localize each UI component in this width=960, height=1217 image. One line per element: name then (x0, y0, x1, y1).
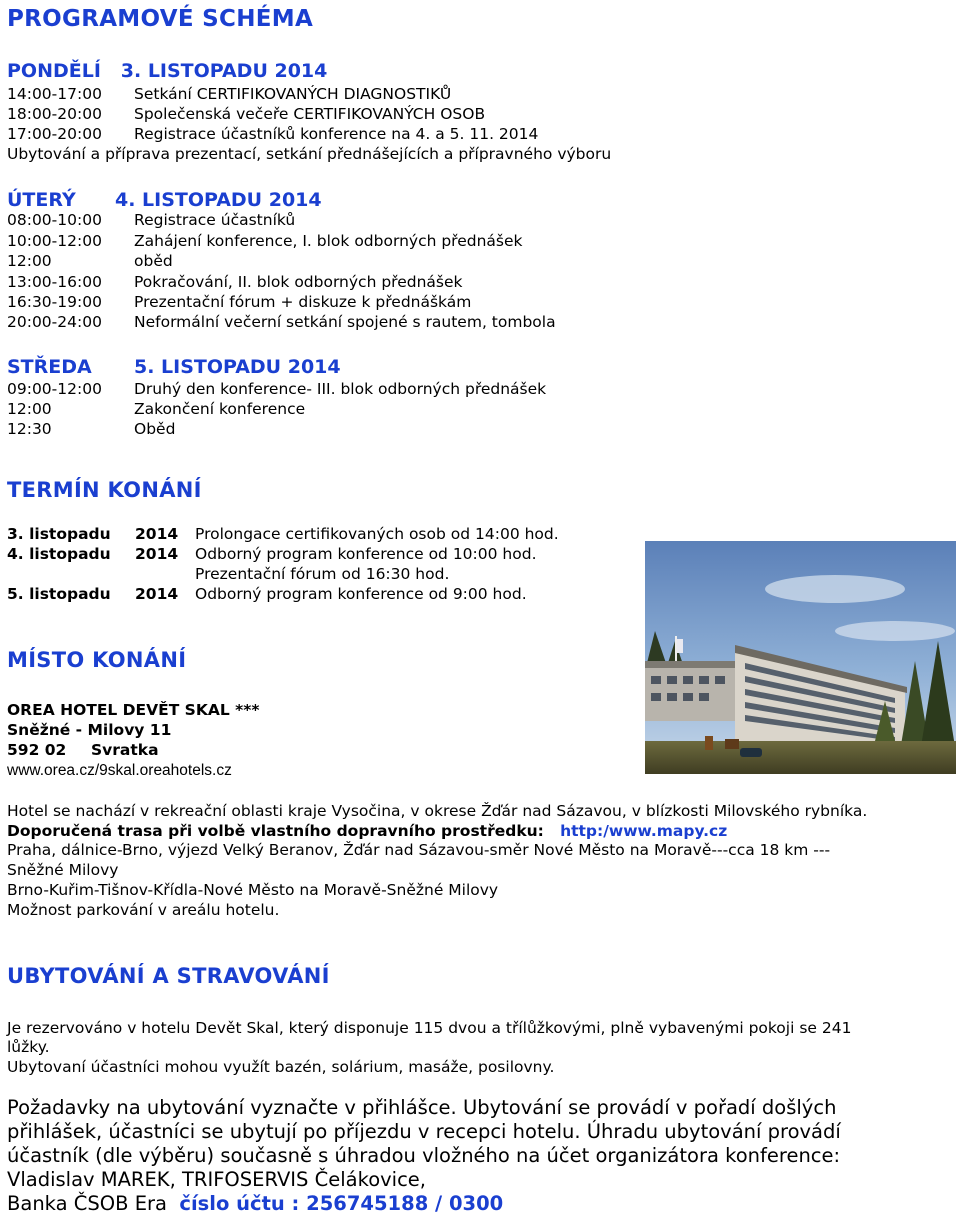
city: Svratka (91, 741, 159, 759)
bank-line (7, 1192, 957, 1217)
schedule-row: 09:00-12:00 Druhý den konference- III. blok odborných přednášek (7, 380, 547, 398)
route-label: Doporučená trasa při volbě vlastního dopravního prostředku: http:/www.mapy.cz (7, 822, 728, 840)
route-line: Sněžné Milovy (7, 861, 119, 879)
schedule-row: 12:00 oběd (7, 252, 173, 270)
schedule-row: 14:00-17:00 Setkání CERTIFIKOVANÝCH DIAGNOSTIKŮ (7, 85, 452, 103)
day-heading-monday (7, 60, 327, 82)
schedule-row: 18:00-20:00 Společenská večeře CERTIFIKOVANÝCH OSOB (7, 105, 486, 123)
booking-text: přihlášek, účastníci se ubytují po příjezdu v recepci hotelu. Úhradu ubytování provádí (7, 1120, 841, 1143)
termin-row: Prezentační fórum od 16:30 hod. (195, 565, 450, 583)
booking-text: Vladislav MAREK, TRIFOSERVIS Čelákovice, (7, 1168, 426, 1191)
route-line: Brno-Kuřim-Tišnov-Křídla-Nové Město na Moravě-Sněžné Milovy (7, 881, 499, 899)
day-date: 3. LISTOPADU 2014 (120, 60, 328, 82)
route-link[interactable]: http:/www.mapy.cz (560, 822, 728, 840)
day-name: ÚTERÝ (7, 189, 76, 211)
parking-note: Možnost parkování v areálu hotelu. (7, 901, 280, 919)
accommodation-text: Ubytovaní účastníci mohou využít bazén, solárium, masáže, posilovny. (7, 1058, 555, 1076)
day-name: PONDĚLÍ (7, 60, 101, 82)
day-date: 4. LISTOPADU 2014 (115, 189, 322, 211)
day-heading-tuesday (7, 189, 322, 211)
day-name: STŘEDA (7, 356, 92, 378)
section-heading-termin: TERMÍN KONÁNÍ (7, 478, 202, 502)
hotel-name: OREA HOTEL DEVĚT SKAL *** (7, 701, 260, 719)
accommodation-text: Je rezervováno v hotelu Devět Skal, který disponuje 115 dvou a třílůžkovými, plně vybavenými pokoji se 241 (7, 1019, 852, 1037)
hotel-street: Sněžné - Milovy 11 (7, 721, 172, 739)
schedule-row: 10:00-12:00 Zahájení konference, I. blok odborných přednášek (7, 232, 523, 250)
hotel-description: Hotel se nachází v rekreační oblasti kraje Vysočina, v okrese Žďár nad Sázavou, v blízkosti Milovského rybníka. (7, 802, 868, 820)
accommodation-text: lůžky. (7, 1038, 50, 1056)
schedule-row: 16:30-19:00 Prezentační fórum + diskuze k přednáškám (7, 293, 472, 311)
hotel-photo (645, 541, 956, 774)
bank-name: Banka ČSOB Era (7, 1192, 167, 1215)
zip: 592 02 (7, 741, 67, 759)
section-heading-misto: MÍSTO KONÁNÍ (7, 648, 187, 672)
hotel-city (7, 740, 159, 760)
termin-row: 5. listopadu 2014 Odborný program konference od 9:00 hod. (7, 585, 527, 603)
booking-text: účastník (dle výběru) současně s úhradou vložného na účet organizátora konference: (7, 1144, 841, 1167)
schedule-row: 12:00 Zakončení konference (7, 400, 306, 418)
schedule-row: 13:00-16:00 Pokračování, II. blok odborných přednášek (7, 273, 463, 291)
page-title: PROGRAMOVÉ SCHÉMA (7, 6, 314, 32)
day-date: 5. LISTOPADU 2014 (134, 356, 341, 378)
schedule-row: 20:00-24:00 Neformální večerní setkání spojené s rautem, tombola (7, 313, 556, 331)
schedule-row: 12:30 Oběd (7, 420, 176, 438)
termin-row: 3. listopadu 2014 Prolongace certifikovaných osob od 14:00 hod. (7, 525, 559, 543)
route-line: Praha, dálnice-Brno, výjezd Velký Beranov, Žďár nad Sázavou-směr Nové Město na Moravě---cca 18 km --- (7, 841, 831, 859)
schedule-row: 08:00-10:00 Registrace účastníků (7, 211, 296, 229)
hotel-web[interactable]: www.orea.cz/9skal.oreahotels.cz (7, 762, 232, 779)
day-heading-wednesday (7, 356, 341, 378)
schedule-row: 17:00-20:00 Registrace účastníků konference na 4. a 5. 11. 2014 (7, 125, 539, 143)
schedule-note: Ubytování a příprava prezentací, setkání přednášejících a přípravného výboru (7, 145, 612, 163)
termin-row: 4. listopadu 2014 Odborný program konference od 10:00 hod. (7, 545, 537, 563)
section-heading-ubytovani: UBYTOVÁNÍ A STRAVOVÁNÍ (7, 964, 330, 988)
account-number: číslo účtu : 256745188 / 0300 (179, 1192, 504, 1215)
booking-text: Požadavky na ubytování vyznačte v přihlášce. Ubytování se provádí v pořadí došlých (7, 1096, 837, 1119)
